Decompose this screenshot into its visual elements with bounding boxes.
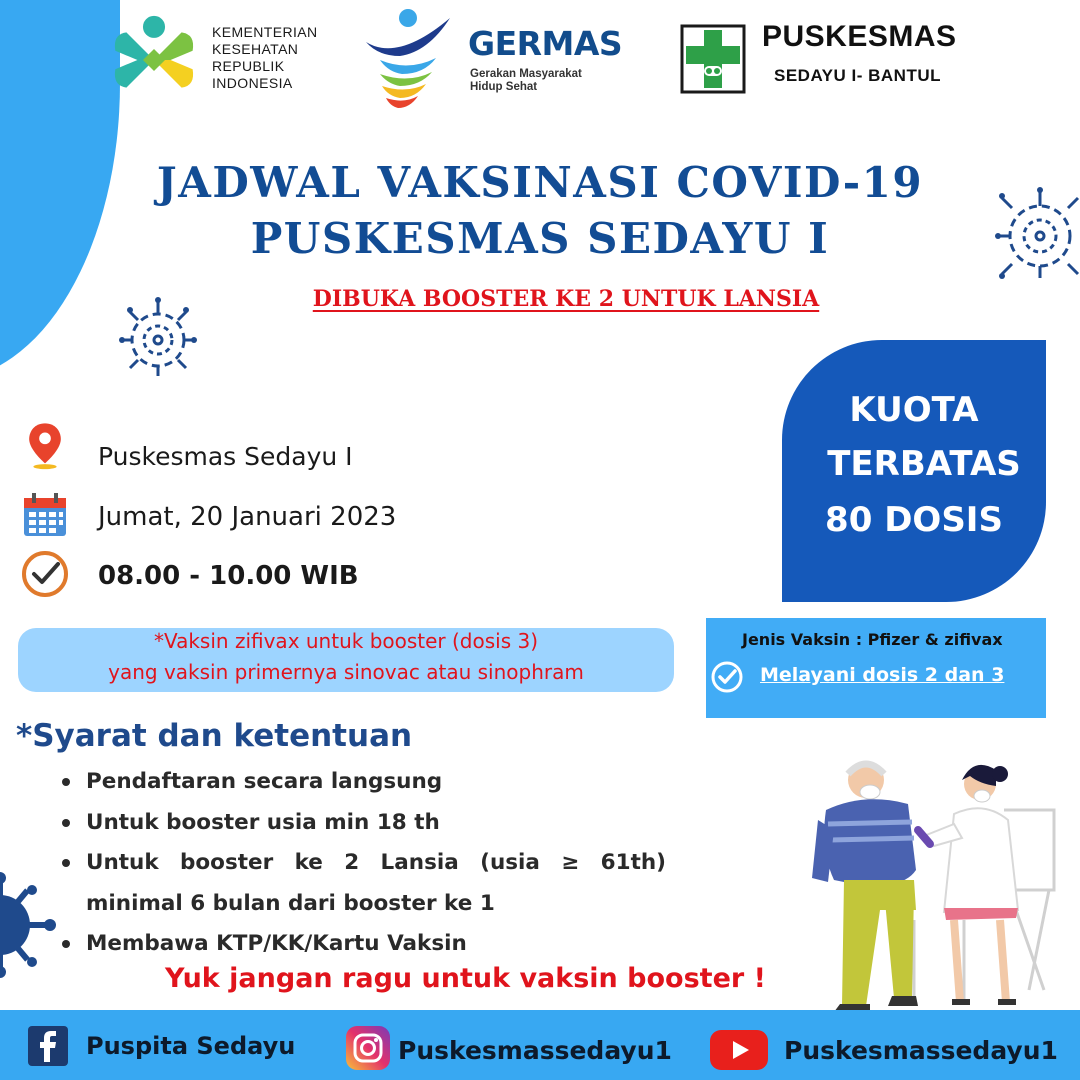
germas-tagline-line: Gerakan Masyarakat: [470, 68, 582, 80]
requirements-list: [60, 762, 666, 965]
dose-service-text: Melayani dosis 2 dan 3: [760, 664, 1005, 686]
list-item: Untuk booster ke 2 Lansia (usia ≥ 61th): [86, 843, 666, 884]
list-item: Pendaftaran secara langsung: [86, 762, 666, 803]
vaccine-note-line-1: *Vaksin zifivax untuk booster (dosis 3): [153, 629, 539, 653]
germas-tagline-line: Hidup Sehat: [470, 81, 538, 93]
germas-tagline: [470, 68, 582, 94]
kemenkes-line: INDONESIA: [212, 75, 293, 91]
kemenkes-logo: [108, 14, 200, 106]
vaccine-type-text: Jenis Vaksin : Pfizer & zifivax: [742, 630, 1003, 649]
virus-icon: [0, 870, 60, 980]
kemenkes-line: KEMENTERIAN: [212, 24, 318, 40]
page-title-line-2: PUSKESMAS SEDAYU I: [250, 214, 830, 263]
kemenkes-line: REPUBLIK: [212, 58, 285, 74]
puskesmas-title: PUSKESMAS: [762, 20, 957, 53]
call-to-action: Yuk jangan ragu untuk vaksin booster !: [165, 963, 766, 994]
list-item: Untuk booster usia min 18 th: [86, 803, 666, 844]
kuota-label: KUOTA: [849, 390, 979, 430]
instagram-icon[interactable]: [346, 1026, 390, 1070]
location-pin-icon: [20, 420, 70, 470]
location-text: Puskesmas Sedayu I: [98, 442, 353, 471]
kuota-limited-label: TERBATAS: [827, 444, 1021, 484]
list-item-continuation: minimal 6 bulan dari booster ke 1: [86, 890, 495, 916]
germas-title: GERMAS: [468, 24, 623, 63]
check-circle-icon: [710, 660, 744, 694]
clock-icon: [20, 549, 70, 599]
youtube-handle[interactable]: Puskesmassedayu1: [784, 1036, 1058, 1065]
time-text: 08.00 - 10.00 WIB: [98, 561, 359, 591]
kemenkes-name: [212, 24, 318, 92]
requirements-title: *Syarat dan ketentuan: [16, 718, 413, 754]
booster-announcement: DIBUKA BOOSTER KE 2 UNTUK LANSIA: [312, 286, 820, 312]
vaccine-note-line-2: yang vaksin primernya sinovac atau sinophram: [108, 660, 584, 684]
page-title-line-1: JADWAL VAKSINASI COVID-19: [156, 158, 924, 207]
list-item: Membawa KTP/KK/Kartu Vaksin: [86, 924, 666, 965]
kuota-dose-count: 80 DOSIS: [825, 500, 1003, 540]
puskesmas-logo: [680, 24, 746, 94]
date-text: Jumat, 20 Januari 2023: [98, 502, 397, 532]
facebook-icon[interactable]: [28, 1026, 68, 1066]
kemenkes-line: KESEHATAN: [212, 41, 299, 57]
virus-icon: [990, 178, 1080, 284]
germas-logo: [358, 0, 458, 110]
vaccination-illustration: [804, 740, 1074, 1016]
instagram-handle[interactable]: Puskesmassedayu1: [398, 1036, 672, 1065]
youtube-icon[interactable]: [710, 1030, 768, 1070]
puskesmas-subtitle: SEDAYU I- BANTUL: [774, 66, 941, 85]
virus-icon: [118, 292, 198, 380]
facebook-handle[interactable]: Puspita Sedayu: [86, 1032, 296, 1060]
calendar-icon: [20, 490, 70, 540]
